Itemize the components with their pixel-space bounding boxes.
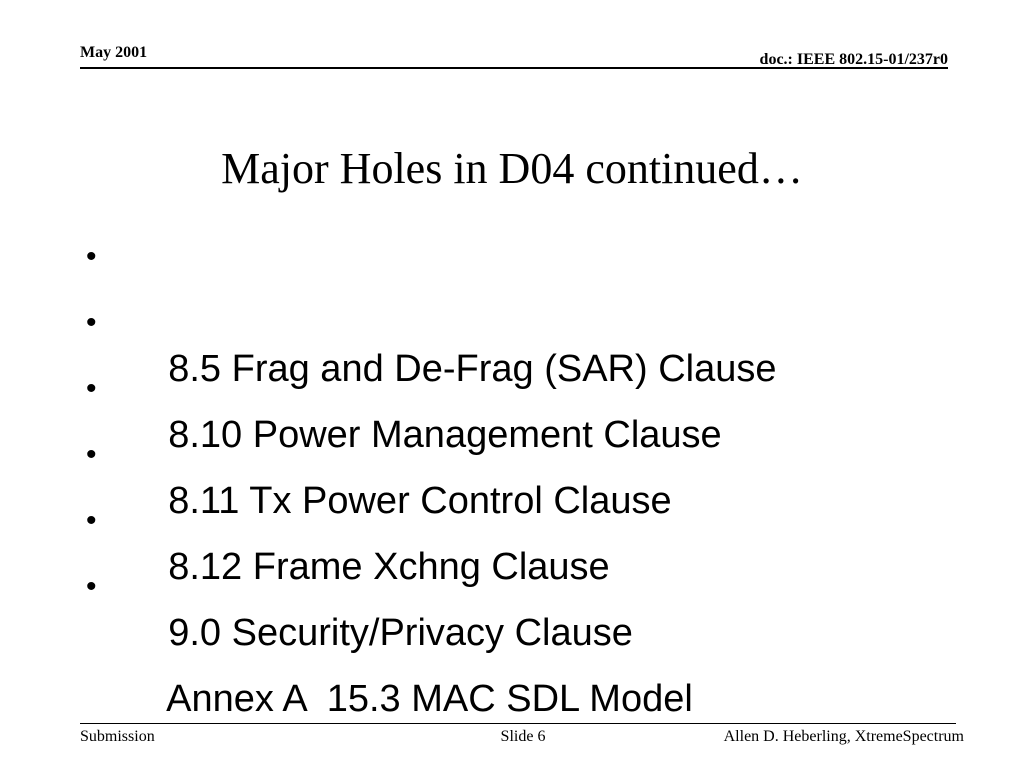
- footer-slide-number: Slide 6: [500, 728, 546, 745]
- header-date: May 2001: [80, 44, 148, 61]
- footer-author: Allen D. Heberling, XtremeSpectrum: [723, 728, 964, 745]
- bullet-text: 8.10 Power Management Clause: [168, 414, 722, 456]
- bullet-dot-icon: •: [86, 240, 97, 273]
- bullet-text: 8.11 Tx Power Control Clause: [168, 480, 672, 522]
- bullet-text: 9.0 Security/Privacy Clause: [168, 612, 633, 654]
- header-doc-id: doc.: IEEE 802.15-01/237r0: [759, 51, 948, 68]
- bullet-item: [86, 229, 966, 390]
- bullet-text: 8.12 Frame Xchng Clause: [168, 546, 610, 588]
- bullet-dot-icon: •: [86, 372, 97, 405]
- header-rule: [80, 67, 948, 69]
- bullet-text: Annex A 15.3 MAC SDL Model: [166, 678, 693, 720]
- bullet-text: 8.5 Frag and De-Frag (SAR) Clause: [168, 348, 777, 390]
- bullet-list: [86, 229, 966, 720]
- bullet-dot-icon: •: [86, 306, 97, 339]
- bullet-dot-icon: •: [86, 570, 97, 603]
- slide-title: Major Holes in D04 continued…: [221, 144, 803, 194]
- bullet-dot-icon: •: [86, 504, 97, 537]
- bullet-dot-icon: •: [86, 438, 97, 471]
- footer-rule: [80, 723, 956, 724]
- footer-submission: Submission: [80, 728, 155, 745]
